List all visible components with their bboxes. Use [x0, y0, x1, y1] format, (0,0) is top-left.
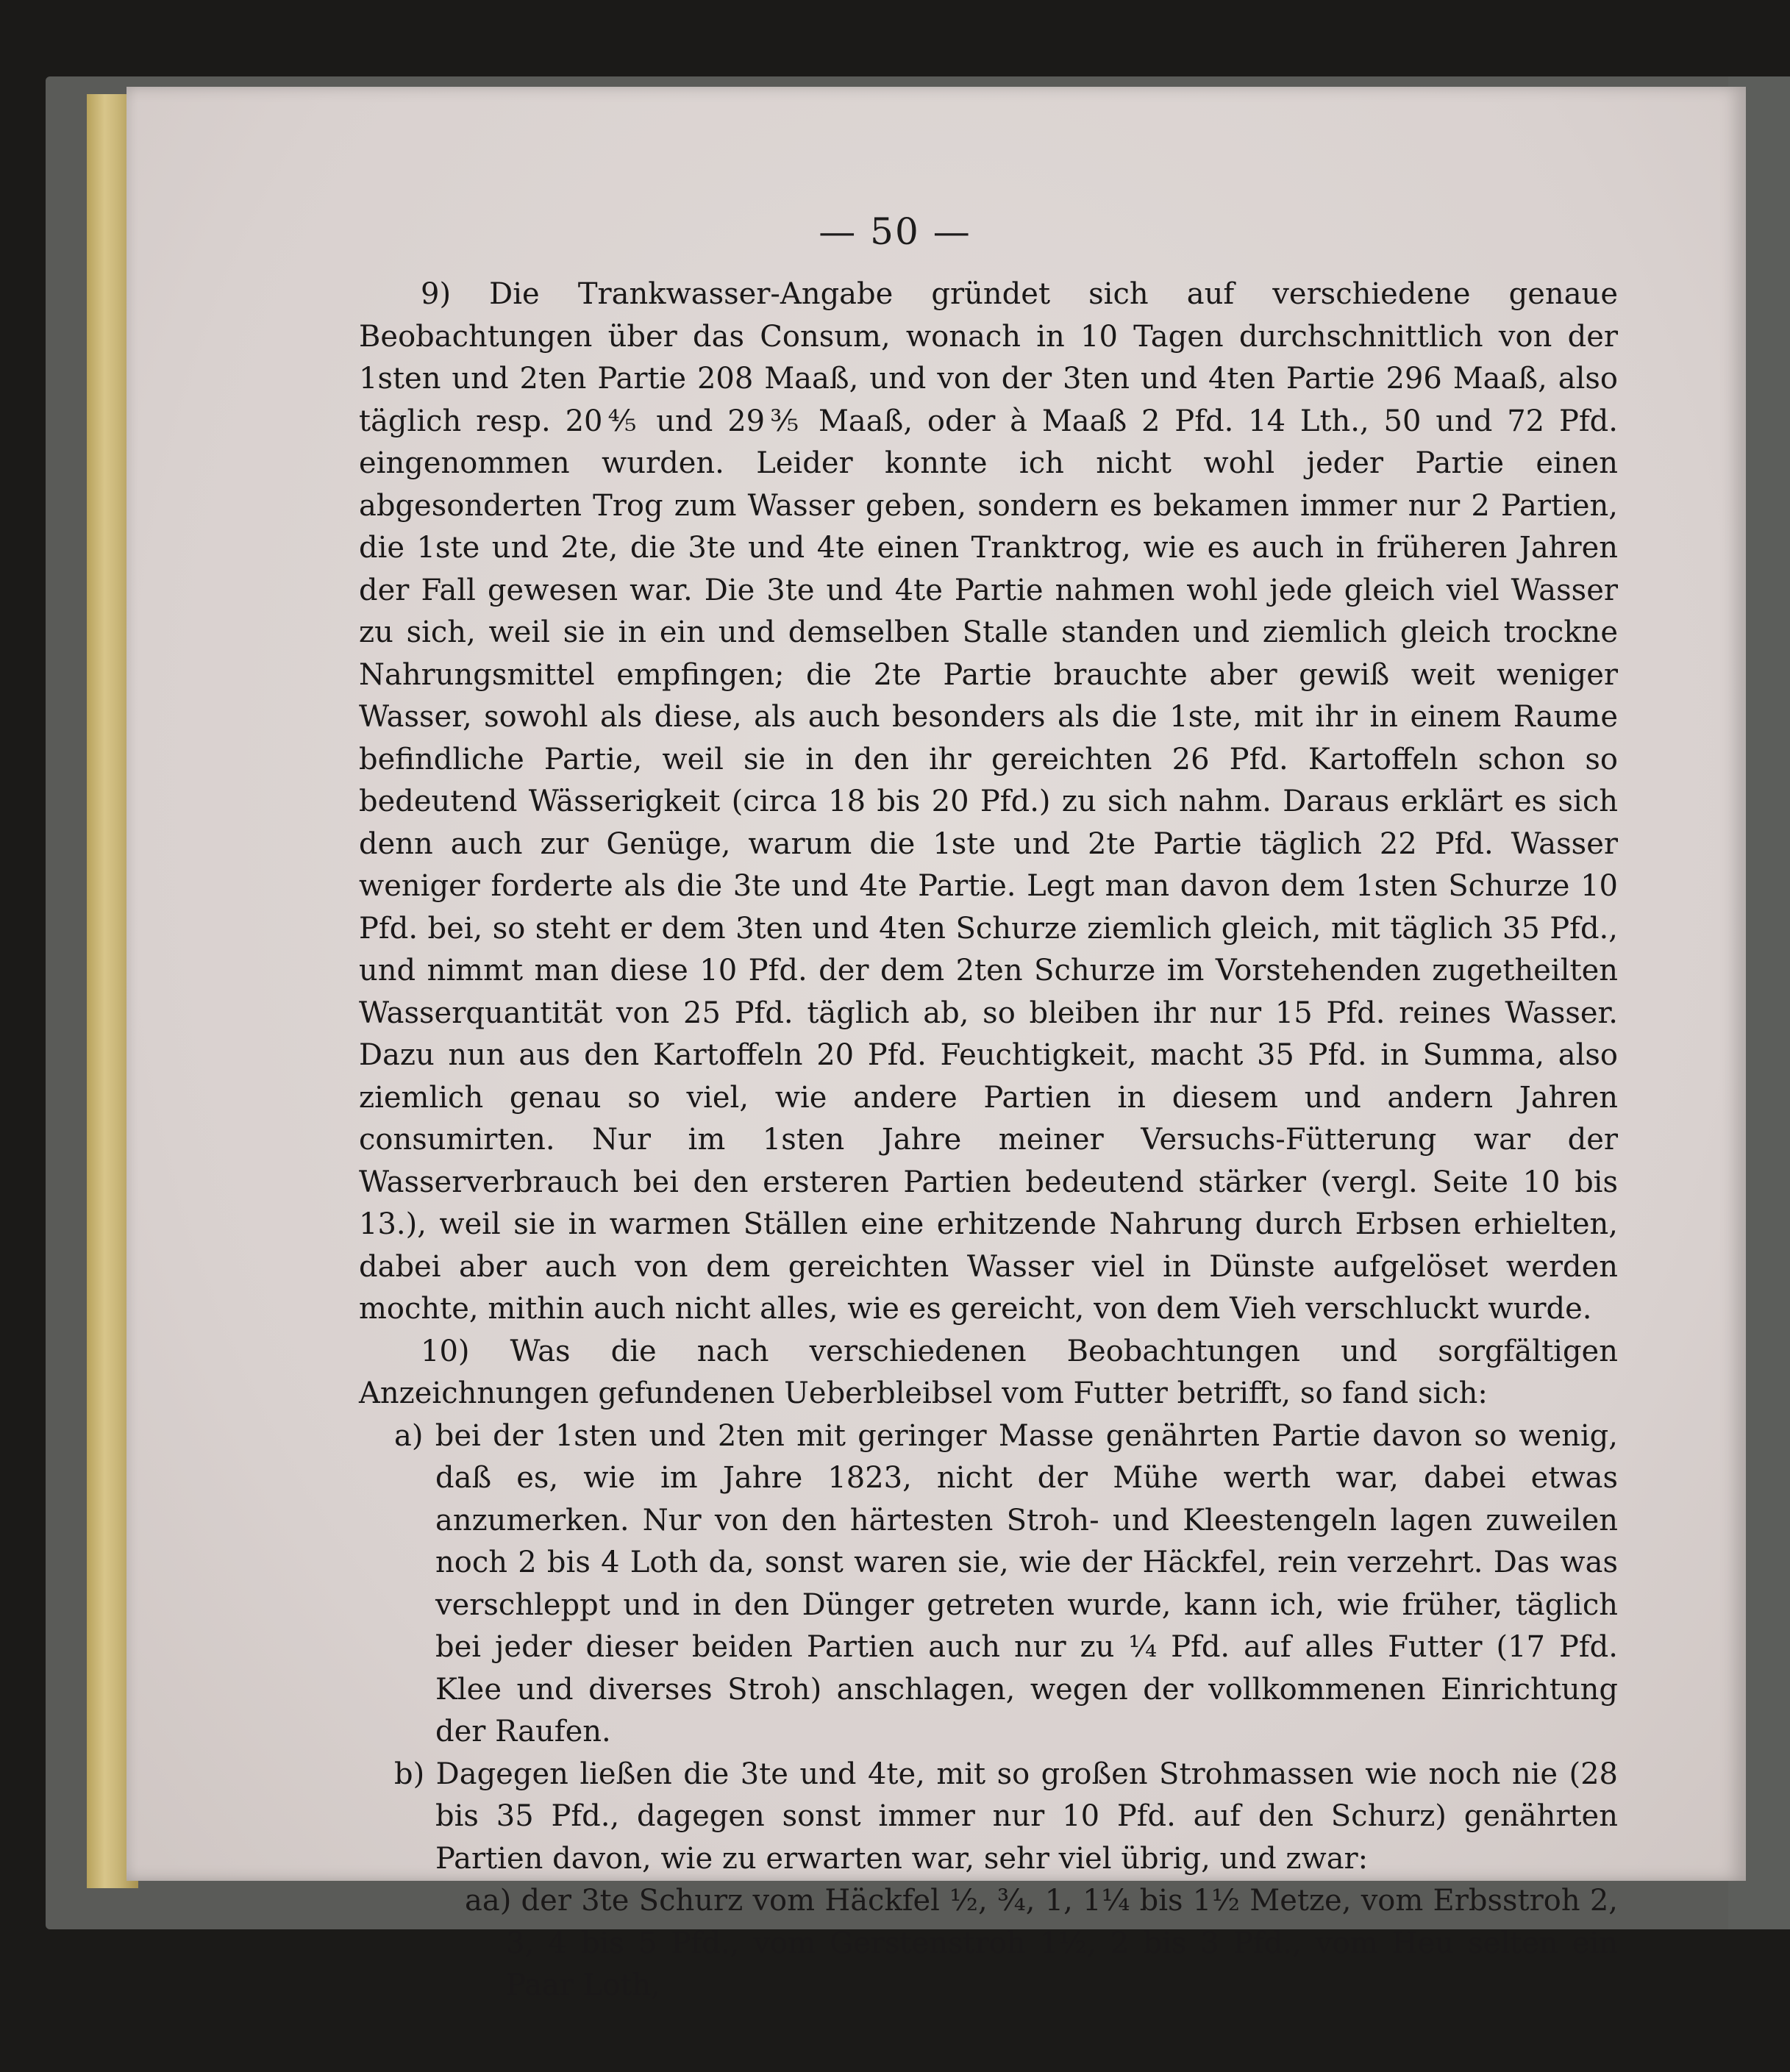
page-number: — 50 — [819, 210, 971, 253]
paragraph-9: 9) Die Trankwasser-Angabe gründet sich auf verschiedene genaue Beobachtungen über das Consum, wonach in 10 Tagen durchschnittlich von der 1sten und 2ten Partie 208 Maaß, und von der 3ten und 4ten Partie 296 Maaß, also täglich resp. 20⅘ und 29⅗ Maaß, oder à Maaß 2 Pfd. 14 Lth., 50 und 72 Pfd. eingenommen wurden. Leider konnte ich nicht wohl jeder Partie einen abgesonderten Trog zum Wasser geben, sondern es bekamen immer nur 2 Partien, die 1ste und 2te, die 3te und 4te einen Tranktrog, wie es auch in früheren Jahren der Fall gewesen war. Die 3te und 4te Partie nahmen wohl jede gleich viel Wasser zu sich, weil sie in ein und demselben Stalle standen und ziemlich gleich trockne Nahrungsmittel empfingen; die 2te Partie brauchte aber gewiß weit weniger Wasser, sowohl als diese, als auch besonders als die 1ste, mit ihr in einem Raume befindliche Partie, weil sie in den ihr gereichten 26 Pfd. Kartoffeln schon so bedeutend Wässerigkeit (circa 18 bis 20 Pfd.) zu sich nahm. Daraus erklärt es sich denn auch zur Genüge, warum die 1ste und 2te Partie täglich 22 Pfd. Wasser weniger forderte als die 3te und 4te Partie. Legt man davon dem 1sten Schurze 10 Pfd. bei, so steht er dem 3ten und 4ten Schurze ziemlich gleich, mit täglich 35 Pfd., und nimmt man diese 10 Pfd. der dem 2ten Schurze im Vorstehenden zugetheilten Wasserquantität von 25 Pfd. täglich ab, so bleiben ihr nur 15 Pfd. reines Wasser. Dazu nun aus den Kartoffeln 20 Pfd. Feuchtigkeit, macht 35 Pfd. in Summa, also ziemlich genau so viel, wie andere Partien in diesem und andern Jahren consumirten. Nur im 1sten Jahre meiner Versuchs-Fütterung war der Wasserverbrauch bei den ersteren Partien bedeutend stärker (vergl. Seite 10 bis 13.), weil sie in warmen Ställen eine erhitzende Nahrung durch Erbsen erhielten, dabei aber auch von dem gereichten Wasser viel in Dünste aufgelöset werden mochte, mithin auch nicht alles, wie es gereicht, von dem Vieh verschluckt wurde. [359, 277, 1618, 1326]
page-text [359, 274, 1618, 2007]
paragraph-10: 10) Was die nach verschiedenen Beobachtungen und sorgfältigen Anzeichnungen gefundenen Ueberbleibsel vom Futter betrifft, so fand sich: [359, 1334, 1618, 1410]
list-item-a: a) bei der 1sten und 2ten mit geringer Masse genährten Partie davon so wenig, daß es, wie im Jahre 1823, nicht der Mühe werth war, dabei etwas anzumerken. Nur von den härtesten Stroh- und Kleestengeln lagen zuweilen noch 2 bis 4 Loth da, sonst waren sie, wie der Häckfel, rein verzehrt. Das was verschleppt und in den Dünger getreten wurde, kann ich, wie früher, täglich bei jeder dieser beiden Partien auch nur zu ¼ Pfd. auf alles Futter (17 Pfd. Klee und diverses Stroh) anschlagen, wegen der vollkommenen Einrichtung der Raufen. [394, 1418, 1618, 1748]
list-subitem-aa: aa) der 3te Schurz vom Häckfel ½, ¾, 1, 1¼ bis 1½ Metze, vom Erbsstroh 2, 3, 4 bis 5 Pfd., vom Gerstenstroh 1½, 2 bis 3 Pfd., vom Heu selten ein Paar Loth, [465, 1884, 1618, 2002]
list-item-b: b) Dagegen ließen die 3te und 4te, mit so großen Strohmassen wie noch nie (28 bis 35 Pfd., dagegen sonst immer nur 10 Pfd. auf den Schurz) genährten Partien davon, wie zu erwarten war, sehr viel übrig, und zwar: [394, 1757, 1618, 1876]
